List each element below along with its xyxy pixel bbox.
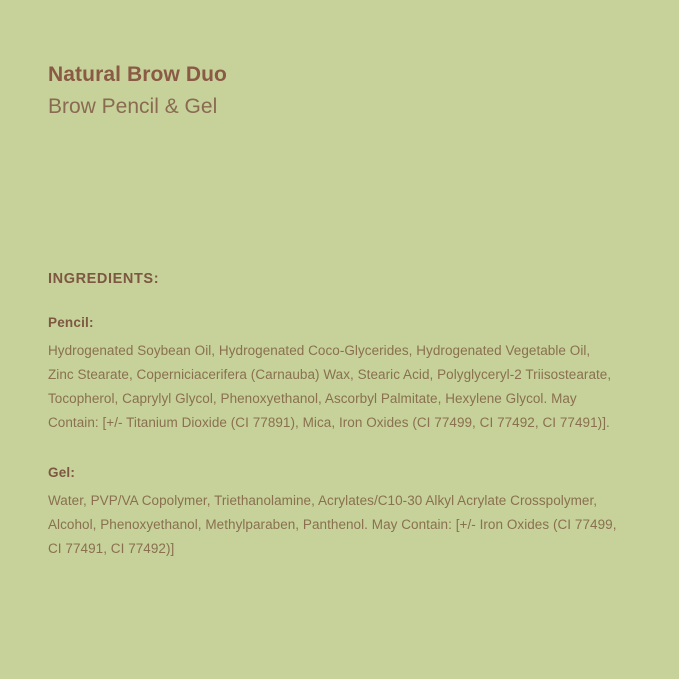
section-label-gel: Gel: (48, 464, 76, 480)
section-body-pencil: Hydrogenated Soybean Oil, Hydrogenated Coco-Glycerides, Hydrogenated Vegetable Oil, Zinc Stearate, Coperniciacerifera (Carnauba) Wax, Stearic Acid, Polyglyceryl-2 Triisostearate, Tocopherol, Caprylyl Glycol, Phenoxyethanol, Ascorbyl Palmitate, Hexylene Glycol. May Contain: [+/- Titanium Dioxide (CI 77891), Mica, Iron Oxides (CI 77499, CI 77492, CI 77491)]. (48, 342, 612, 430)
ingredients-heading: INGREDIENTS: (48, 270, 160, 287)
section-body-gel: Water, PVP/VA Copolymer, Triethanolamine, Acrylates/C10-30 Alkyl Acrylate Crosspolymer, Alcohol, Phenoxyethanol, Methylparaben, Panthenol. May Contain: [+/- Iron Oxides (CI 77499, CI 77491, CI 77492)] (48, 492, 617, 556)
ingredients-section-gel (48, 465, 631, 561)
page-title: Natural Brow Duo (48, 63, 227, 86)
product-subtitle: Brow Pencil & Gel (48, 95, 218, 119)
ingredients-section-pencil (48, 315, 631, 435)
section-label-pencil: Pencil: (48, 314, 94, 330)
